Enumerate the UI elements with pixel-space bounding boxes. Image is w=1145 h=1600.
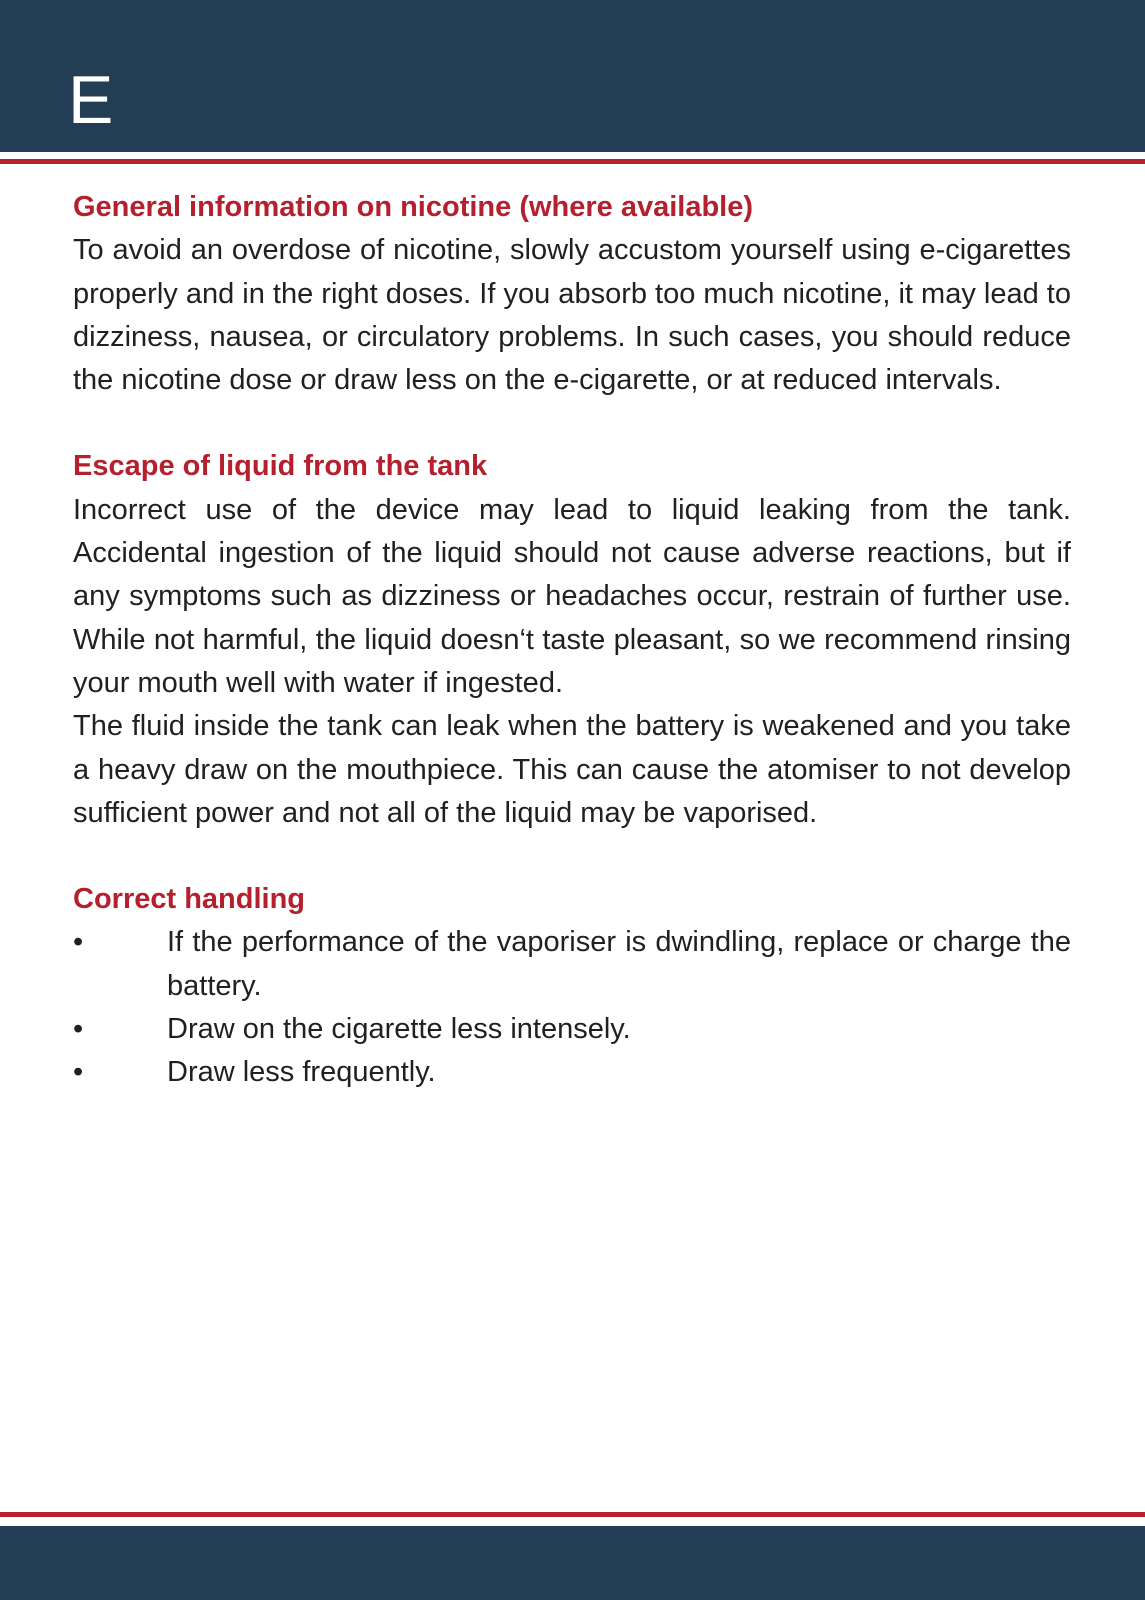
section-title-correct-handling: Correct handling	[73, 883, 306, 916]
spacer	[73, 402, 1071, 445]
section-title-liquid-escape: Escape of liquid from the tank	[73, 450, 488, 483]
handling-list	[73, 921, 1071, 1094]
list-item-text: Draw on the cigarette less intensely.	[167, 1013, 631, 1046]
list-item-text: Draw less frequently.	[167, 1056, 436, 1089]
footer-rule	[0, 1512, 1145, 1517]
list-item	[73, 1008, 1071, 1051]
bullet-icon: •	[73, 1013, 84, 1046]
list-item	[73, 1051, 1071, 1094]
section-title-nicotine: General information on nicotine (where available)	[73, 191, 754, 223]
bullet-icon: •	[73, 926, 84, 959]
bullet-icon: •	[73, 1056, 84, 1089]
footer-band	[0, 1526, 1145, 1600]
paragraph-liquid-escape-1: Incorrect use of the device may lead to liquid leaking from the tank. Accidental ingestion of the liquid should not cause adverse reactions, but if any symptoms such as dizziness or headaches occur, restrain of further use. While not harmful, the liquid doesn‘t taste pleasant, so we recommend rinsing your mouth well with water if ingested.	[73, 493, 1071, 699]
paragraph-nicotine: To avoid an overdose of nicotine, slowly accustom yourself using e-cigarettes properly and in the right doses. If you absorb too much nicotine, it may lead to dizziness, nausea, or circulatory problems. In such cases, you should reduce the nicotine dose or draw less on the e-cigarette, or at reduced intervals.	[73, 234, 1071, 397]
header-rule	[0, 159, 1145, 164]
list-item	[73, 921, 1071, 1008]
header-band	[0, 0, 1145, 152]
paragraph-liquid-escape-2: The fluid inside the tank can leak when the battery is weakened and you take a heavy draw on the mouthpiece. This can cause the atomiser to not develop sufficient power and not all of the liquid may be vaporised.	[73, 710, 1071, 829]
main-content	[73, 186, 1071, 1095]
spacer	[73, 835, 1071, 878]
section-letter: E	[68, 62, 114, 138]
list-item-text: If the performance of the vaporiser is dwindling, replace or charge the battery.	[167, 926, 1071, 1002]
